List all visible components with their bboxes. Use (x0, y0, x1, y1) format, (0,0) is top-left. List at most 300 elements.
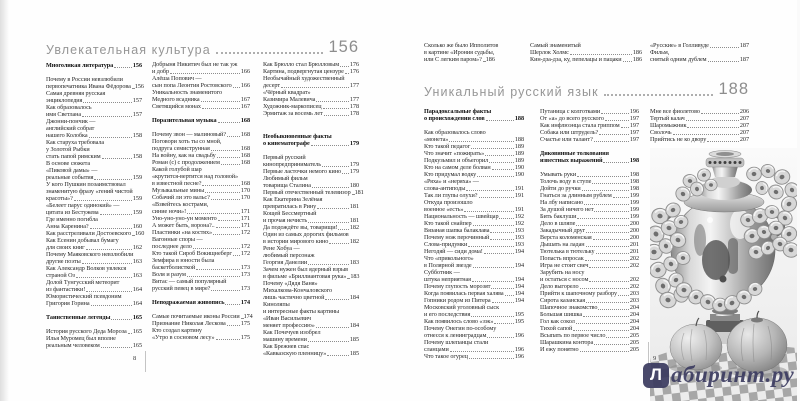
dot-leader (308, 264, 349, 265)
toc-line (540, 241, 639, 248)
toc-line (46, 286, 142, 293)
dot-leader (76, 277, 132, 278)
toc-line (152, 334, 250, 341)
toc-entry (263, 189, 364, 196)
toc-line (263, 189, 364, 196)
toc-page-ref: 158 (132, 153, 142, 160)
dot-leader (490, 239, 514, 240)
toc-entry (540, 269, 639, 283)
toc-entry-text: известных выражений (540, 157, 603, 164)
toc-entry-text: Когда появилась первая халява (424, 290, 504, 297)
toc-entry-text: в фильме «Бриллиантовая рука» (263, 273, 347, 280)
toc-line (263, 238, 359, 245)
toc-line (540, 199, 639, 206)
toc-column-right-3 (650, 108, 749, 143)
toc-line (424, 332, 524, 339)
toc-entry-text: Мне все фиолетово (650, 108, 700, 115)
toc-entry-text: Откуда произошло (424, 199, 473, 206)
toc-entry (152, 194, 250, 201)
dot-leader (308, 341, 349, 342)
toc-line (424, 325, 524, 332)
toc-entry (263, 280, 359, 301)
dot-leader (89, 137, 132, 138)
toc-entry (650, 115, 749, 122)
toc-entry (424, 325, 524, 339)
toc-page-ref: 185 (349, 350, 359, 357)
toc-entry (424, 129, 524, 143)
toc-entry (424, 178, 524, 192)
toc-line (46, 118, 142, 125)
toc-line (540, 325, 639, 332)
toc-entry (263, 68, 359, 75)
dot-leader (74, 200, 132, 201)
dot-leader (213, 234, 240, 235)
dot-leader (466, 190, 514, 191)
toc-column-left-1 (46, 62, 145, 349)
toc-entry-text: Один из самых дорогих фильмов (263, 231, 349, 238)
toc-line (263, 210, 359, 217)
toc-entry (152, 327, 250, 341)
toc-entry-text: Самая древняя русская (46, 90, 106, 97)
toc-entry (424, 150, 524, 157)
toc-entry-text: сланцами (424, 346, 449, 353)
toc-line (152, 236, 250, 243)
toc-page-ref: 190 (514, 171, 524, 178)
dot-leader (128, 333, 132, 334)
toc-entry-text: английский собрат (46, 125, 95, 132)
toc-line (540, 248, 639, 255)
toc-entry-text: Первый русский (263, 154, 306, 161)
dot-leader (322, 166, 349, 167)
dot-leader (217, 157, 240, 158)
toc-line (152, 145, 250, 152)
toc-page-ref: 183 (350, 273, 360, 280)
toc-entry-text: Верста коломенская (540, 234, 592, 241)
toc-entry-text: Закадычный друг (540, 227, 586, 234)
toc-entry-text: Сволочь (650, 129, 672, 136)
toc-entry-text: Почему глупость морозят (424, 283, 491, 290)
toc-line (46, 279, 142, 286)
toc-page-ref: 156 (132, 62, 142, 69)
toc-entry (540, 178, 639, 185)
dot-leader (317, 208, 349, 209)
toc-entry (46, 279, 142, 293)
toc-entry (424, 353, 524, 360)
toc-entry (152, 215, 250, 222)
toc-line (263, 287, 359, 294)
toc-entry-text: Шерлок Холмс (530, 49, 569, 56)
toc-line (152, 173, 250, 180)
dot-leader (324, 115, 349, 116)
toc-page-ref: 176 (349, 68, 359, 75)
toc-entry-text: Медного всадника (152, 96, 200, 103)
toc-column-right-top-3 (650, 42, 749, 63)
toc-entry (540, 185, 639, 192)
page-edge-shadow (0, 0, 9, 401)
toc-line (540, 311, 639, 318)
toc-line (46, 244, 142, 251)
toc-entry-text: Слова-придумки (424, 241, 468, 248)
toc-page-ref: 205 (629, 346, 639, 353)
toc-entry-text: стать папой римским (46, 153, 101, 160)
toc-entry-text: Поразительная музыка (152, 117, 217, 124)
toc-column-right-2 (540, 108, 639, 353)
toc-entry (263, 75, 359, 89)
toc-page-ref: 194 (514, 283, 524, 290)
toc-entry (650, 108, 749, 115)
toc-entry-text: Так ли глупы олухи? (424, 192, 478, 199)
toc-entry-text: Национальность — швейцар (424, 213, 499, 220)
toc-page-ref: 199 (629, 199, 639, 206)
toc-entry (152, 187, 250, 194)
dot-leader (202, 108, 240, 109)
dot-leader (621, 127, 629, 128)
toc-entry-text: Фильм, (650, 49, 670, 56)
toc-line (263, 301, 359, 308)
toc-entry (540, 115, 639, 122)
toc-entry-text: Светящийся монах (152, 103, 201, 110)
dot-leader (596, 253, 629, 254)
dot-leader (492, 302, 514, 303)
toc-entry (46, 160, 142, 181)
toc-line (650, 122, 749, 129)
toc-entry (540, 192, 639, 199)
toc-entry-text: или С легким паром»? (424, 56, 482, 63)
toc-line (540, 185, 639, 192)
toc-line (540, 192, 639, 199)
toc-entry-text: «монета» (424, 136, 449, 143)
toc-entry (424, 339, 524, 353)
chapter-heading-left (46, 38, 359, 57)
toc-page-ref: 193 (514, 241, 524, 248)
toc-entry-text: На войну, как на свадьбу (152, 152, 216, 159)
dot-leader (471, 148, 514, 149)
toc-page-ref: 168 (240, 117, 250, 124)
toc-entry (540, 304, 639, 311)
toc-entry-text: Парадоксальные факты (424, 108, 492, 115)
toc-line (424, 290, 524, 297)
toc-line (424, 42, 499, 49)
toc-entry-text: Кто создал картину (152, 327, 202, 334)
toc-line (540, 290, 639, 297)
toc-line (46, 230, 145, 237)
toc-entry-text: Всыпать по первое число (540, 332, 606, 339)
toc-line (424, 143, 524, 150)
toc-entry-text: «Чёрный квадрат» (263, 89, 311, 96)
dot-leader (329, 243, 349, 244)
toc-page-ref: 197 (629, 115, 639, 122)
toc-page-ref: 180 (349, 182, 359, 189)
toc-entry (540, 297, 639, 304)
toc-entry (424, 220, 524, 227)
toc-line (650, 49, 749, 56)
toc-entry-text: Почему Онегин по-особому (424, 325, 497, 332)
toc-entry (424, 234, 524, 241)
toc-line (152, 68, 250, 75)
toc-line (46, 104, 142, 111)
toc-page-ref: 175 (240, 320, 250, 327)
toc-page-ref: 171 (240, 208, 250, 215)
toc-page-ref: 200 (629, 220, 639, 227)
toc-entry (540, 234, 639, 241)
dot-leader (347, 278, 349, 279)
dot-leader (233, 255, 240, 256)
toc-line (540, 178, 639, 185)
toc-line (540, 262, 639, 269)
toc-entry-text: Как образовалось слово (424, 129, 486, 136)
chapter-page-number: 156 (328, 38, 359, 56)
toc-line (152, 152, 250, 159)
dot-leader (484, 253, 514, 254)
toc-line (46, 76, 142, 83)
toc-entry-text: Дышать на ладан (540, 241, 585, 248)
toc-entry (152, 138, 250, 152)
toc-entry-text: другие поэты (46, 258, 81, 265)
toc-section-header (540, 150, 639, 164)
toc-entry (424, 199, 524, 213)
dot-leader (505, 295, 514, 296)
dot-leader (111, 319, 132, 320)
toc-entry-text: о кинематографе (263, 140, 310, 147)
toc-page-ref: 174 (243, 313, 253, 320)
dot-leader (464, 211, 513, 212)
toc-entry-text: у Золотой Рыбки (46, 146, 90, 153)
toc-line (46, 216, 142, 223)
toc-line (152, 138, 250, 145)
chapter-page-number: 188 (718, 80, 749, 98)
toc-entry-text: энциклопедия (46, 97, 83, 104)
dot-leader (338, 229, 348, 230)
toc-line (263, 322, 359, 329)
dot-leader (491, 288, 513, 289)
toc-page-ref: 195 (514, 318, 524, 325)
toc-entry (46, 181, 142, 202)
dot-leader (701, 113, 739, 114)
toc-section-header (424, 108, 524, 122)
toc-entry-text: «Иван Васильевич (263, 315, 311, 322)
toc-entry-text: Самый знаменитый (530, 42, 581, 49)
toc-line (152, 271, 250, 278)
toc-page-ref: 185 (349, 336, 359, 343)
toc-entry-text: Шаромыжник (650, 122, 687, 129)
toc-entry-text: первопечатника Ивана Фёдорова (46, 83, 131, 90)
toc-entry-text: Илья Муромец был вполне (46, 335, 116, 342)
toc-page-ref: 158 (132, 132, 142, 139)
toc-entry-text: Кто на самом деле болван (424, 164, 491, 171)
toc-entry (152, 278, 250, 292)
toc-line (424, 49, 495, 56)
toc-page-ref: 197 (629, 129, 639, 136)
toc-page-ref: 159 (132, 174, 142, 181)
toc-entry-text: От «а» до всего русского (540, 115, 604, 122)
toc-line (263, 203, 359, 210)
toc-page-ref: 205 (629, 332, 639, 339)
toc-page-ref: 184 (349, 322, 359, 329)
toc-entry-text: Необычайный художественный (263, 75, 345, 82)
toc-entry-text: сын попа Леонтия Ростовского (152, 82, 232, 89)
toc-entry-text: Музыкальные мины (152, 187, 205, 194)
dot-leader (327, 355, 349, 356)
toc-entry-text: Поговори хоть ты со мной, (152, 138, 222, 145)
toc-entry (46, 230, 145, 237)
toc-line (263, 196, 359, 203)
toc-entry-text: в картине «Ирония судьбы, (424, 49, 495, 56)
toc-entry (424, 297, 524, 304)
toc-entry-text: Кощей Бессмертный (263, 210, 317, 217)
toc-entry-text: и добр (152, 68, 169, 75)
labirint-watermark (643, 362, 794, 388)
toc-page-ref: 207 (739, 129, 749, 136)
toc-entry-text: И ежу понятно (540, 346, 579, 353)
toc-entry-text: «крутится-вертится над головой» (152, 173, 239, 180)
toc-page-ref: 197 (629, 122, 639, 129)
toc-line (424, 56, 495, 63)
toc-line (46, 335, 142, 342)
dot-leader (468, 246, 514, 247)
toc-page-ref: 194 (514, 297, 524, 304)
toc-entry (263, 168, 359, 175)
toc-page-ref: 199 (629, 206, 639, 213)
toc-page-ref: 160 (132, 223, 142, 230)
toc-line (263, 350, 359, 357)
toc-entry (540, 108, 639, 115)
toc-column-left-3 (263, 61, 364, 357)
dot-leader (580, 351, 629, 352)
toc-entry (540, 241, 639, 248)
dot-leader (494, 323, 513, 324)
dot-leader (352, 194, 354, 195)
chapter-title: Уникальный русский язык (424, 85, 599, 99)
dot-leader (211, 150, 240, 151)
toc-page-ref: 192 (514, 220, 524, 227)
toc-page-ref: 186 (485, 56, 495, 63)
toc-page-ref: 198 (629, 157, 639, 164)
toc-line (650, 56, 749, 63)
toc-entry-text: русский певец в мире? (152, 285, 211, 292)
toc-entry-text: Воля и разум (152, 271, 186, 278)
toc-entry (263, 231, 359, 245)
toc-entry (650, 129, 749, 136)
toc-entry-text: любимый персонаж (263, 252, 315, 259)
toc-page-ref: 173 (240, 285, 250, 292)
toc-page-ref: 194 (514, 262, 524, 269)
toc-entry-text: Юмористический псевдоним (46, 293, 122, 300)
toc-entry-text: Что такое огурец (424, 353, 468, 360)
toc-line (263, 245, 359, 252)
toc-page-ref: 165 (132, 328, 142, 335)
toc-page-ref: 179 (349, 140, 359, 147)
toc-section-header (46, 314, 142, 321)
dot-leader (576, 225, 629, 226)
dot-leader (196, 269, 240, 270)
toc-entry-text: Путаница с колготками (540, 108, 601, 115)
toc-page-ref: 177 (349, 96, 359, 103)
toc-page-ref: 162 (132, 244, 142, 251)
toc-page-ref: 172 (240, 243, 250, 250)
toc-entry (152, 61, 250, 75)
toc-line (424, 311, 524, 318)
toc-line (263, 336, 359, 343)
chapter-title: Увлекательная культура (46, 43, 211, 57)
toc-page-ref: 188 (514, 115, 524, 122)
dot-leader (582, 190, 629, 191)
toc-entry-text: Витас — самый популярный (152, 278, 227, 285)
toc-entry (263, 343, 359, 357)
toc-entry-text: Как Александр Волков увлекся (46, 265, 127, 272)
toc-line (424, 283, 524, 290)
toc-entry-text: Вязаная шапка балаклава (424, 227, 490, 234)
toc-entry (152, 222, 250, 229)
toc-section-header (152, 299, 250, 306)
toc-entry-text: Умывать руки (540, 171, 577, 178)
toc-entry (540, 339, 639, 346)
toc-line (540, 276, 639, 283)
toc-line (650, 42, 749, 49)
toc-entry-text: Признание Николая Лескова (152, 320, 226, 327)
dot-leader (216, 339, 240, 340)
toc-line (424, 269, 524, 276)
toc-entry-text: «Русские» в Голливуде (650, 42, 709, 49)
toc-entry (530, 56, 642, 63)
dot-leader (589, 281, 629, 282)
toc-page-ref: 207 (739, 136, 749, 143)
toc-entry (46, 90, 142, 104)
toc-entry-text: Уно-уно-уно-ун моменто (152, 215, 217, 222)
toc-entry-text: Кин-дза-дза, ку, пепелацы и пацаки (530, 56, 622, 63)
toc-entry-text: отнесся к ленинградцам (424, 332, 487, 339)
toc-entry-text: Субботник — (424, 269, 460, 276)
toc-line (263, 154, 359, 161)
toc-entry (46, 265, 142, 279)
toc-line (152, 131, 250, 138)
toc-entry-text: Земфира в юности была (152, 257, 215, 264)
toc-page-ref: 203 (629, 297, 639, 304)
dot-leader (686, 120, 739, 121)
toc-entry-text: Да подождёте вы, товарищи! (263, 224, 338, 231)
toc-entry-text: Уникальность знаменитого (152, 89, 222, 96)
toc-entry-text: Роман (с) с продолжением (152, 159, 220, 166)
toc-column-right-top-2 (530, 42, 642, 63)
toc-line (152, 159, 250, 166)
toc-entry-text: Гол как сокол (540, 318, 575, 325)
toc-line (152, 278, 250, 285)
toc-line (424, 192, 524, 199)
dot-leader (312, 187, 349, 188)
dot-leader (708, 61, 739, 62)
toc-entry (650, 49, 749, 63)
toc-entry-text: военное «есть» (424, 206, 464, 213)
dot-leader (216, 52, 324, 54)
dot-leader (586, 232, 629, 233)
toc-line (46, 265, 142, 272)
toc-page-ref: 197 (629, 136, 639, 143)
toc-page-ref: 200 (629, 234, 639, 241)
dot-leader (132, 88, 134, 89)
toc-entry-text: Как Брюлло стал Брюлловым (263, 61, 340, 68)
toc-entry-text: Негодяй — сиди дома! (424, 248, 483, 255)
toc-line (152, 96, 250, 103)
toc-entry-text: и интересные факты картины (263, 308, 340, 315)
toc-entry-text: в истории мирового кино (263, 238, 329, 245)
toc-entry (152, 131, 250, 138)
toc-entry (263, 329, 359, 343)
toc-entry (540, 122, 639, 129)
toc-line (263, 140, 359, 147)
toc-entry-text: машину времени (263, 336, 307, 343)
toc-page-ref: 181 (349, 217, 359, 224)
dot-leader (91, 305, 132, 306)
dot-leader (594, 344, 629, 345)
